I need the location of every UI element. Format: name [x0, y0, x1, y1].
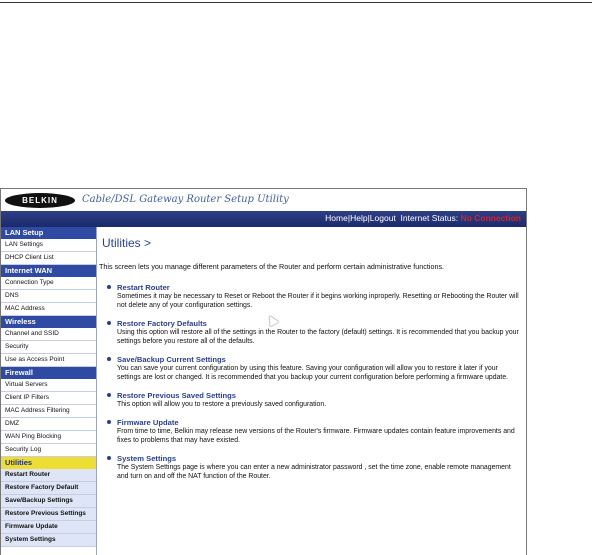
bullet-icon [107, 456, 111, 460]
bullet-icon [107, 393, 111, 397]
top-navbar [1, 211, 526, 227]
section-firmware-update [102, 418, 520, 445]
section-title-link[interactable]: Save/Backup Current Settings [117, 355, 226, 364]
sidebar-item-connection-type[interactable]: Connection Type [1, 277, 96, 290]
app-title: Cable/DSL Gateway Router Setup Utility [82, 194, 289, 205]
sidebar-header-lan-setup[interactable]: LAN Setup [1, 227, 96, 239]
section-description: Using this option will restore all of the settings in the Router to the factory (default) settings. It is recommended that you backup your settings before you restore all of the defaults. [117, 329, 519, 345]
navbar-links [325, 213, 521, 223]
intro-text: This screen lets you manage different parameters of the Router and perform certain administrative functions. [99, 262, 445, 271]
sidebar-item-dhcp-client-list[interactable]: DHCP Client List [1, 252, 96, 265]
page-title: Utilities > [102, 236, 152, 250]
sidebar-item-system-settings[interactable]: System Settings [1, 534, 96, 547]
section-title-link[interactable]: System Settings [117, 454, 177, 463]
section-title-link[interactable]: Firmware Update [117, 418, 179, 427]
sidebar-item-firmware-update[interactable]: Firmware Update [1, 521, 96, 534]
sidebar-item-mac-address[interactable]: MAC Address [1, 303, 96, 316]
internet-status-label: Internet Status: [400, 213, 459, 223]
page-top-rule [0, 2, 592, 3]
banner [1, 189, 526, 211]
section-title-link[interactable]: Restore Factory Defaults [117, 319, 207, 328]
sidebar-item-restore-previous-settings[interactable]: Restore Previous Settings [1, 508, 96, 521]
sidebar-item-wan-ping-blocking[interactable]: WAN Ping Blocking [1, 431, 96, 444]
sidebar-item-lan-settings[interactable]: LAN Settings [1, 239, 96, 252]
sidebar-header-firewall[interactable]: Firewall [1, 367, 96, 379]
section-description: From time to time, Belkin may release new versions of the Router's firmware. Firmware updates contain feature improvements and fixes to problems that may have existed. [117, 428, 515, 444]
section-description: Sometimes it may be necessary to Reset or Reboot the Router if it begins working inproperly. Resetting or Rebooting the Router will not delete any of your configuration settings. [117, 293, 519, 309]
sidebar-item-security[interactable]: Security [1, 341, 96, 354]
main-content [99, 233, 520, 490]
section-restart-router [102, 283, 520, 310]
section-title-link[interactable]: Restart Router [117, 283, 170, 292]
bullet-icon [107, 321, 111, 325]
logout-link[interactable]: Logout [369, 213, 396, 223]
sidebar-item-client-ip-filters[interactable]: Client IP Filters [1, 392, 96, 405]
section-description: This option will allow you to restore a previously saved configuration. [117, 401, 327, 408]
section-restore-previous-settings [102, 391, 520, 409]
sidebar-item-save-backup-settings[interactable]: Save/Backup Settings [1, 495, 96, 508]
sidebar-item-access-point[interactable]: Use as Access Point [1, 354, 96, 367]
sidebar-item-restart-router[interactable]: Restart Router [1, 469, 96, 482]
sidebar-item-dmz[interactable]: DMZ [1, 418, 96, 431]
sidebar-item-channel-ssid[interactable]: Channel and SSID [1, 328, 96, 341]
section-description: You can save your current configuration by using this feature. Saving your configuration will allow you to restore it later if your settings are lost or changed. It is recommended that you backup your current configuration before performing a firmware update. [117, 365, 509, 381]
nav-separator: | [347, 213, 351, 223]
internet-status-value: No Connection [460, 213, 521, 223]
sidebar-item-mac-address-filtering[interactable]: MAC Address Filtering [1, 405, 96, 418]
home-link[interactable]: Home [325, 213, 348, 223]
sidebar-item-restore-factory-default[interactable]: Restore Factory Default [1, 482, 96, 495]
help-link[interactable]: Help [350, 213, 368, 223]
belkin-logo: BELKIN [5, 193, 75, 208]
nav-separator: | [367, 213, 370, 223]
bullet-icon [107, 420, 111, 424]
sidebar-header-utilities[interactable]: Utilities [1, 457, 96, 469]
router-utility-window [0, 188, 527, 555]
section-restore-factory-defaults [102, 319, 520, 346]
section-description: The System Settings page is where you can enter a new administrator password , set the time zone, enable remote management and turn on and off the NAT function of the Router. [117, 464, 511, 480]
bullet-icon [107, 285, 111, 289]
sidebar-item-virtual-servers[interactable]: Virtual Servers [1, 379, 96, 392]
section-title-link[interactable]: Restore Previous Saved Settings [117, 391, 237, 400]
sidebar-item-security-log[interactable]: Security Log [1, 444, 96, 457]
utility-sections [102, 283, 520, 481]
sidebar-header-internet-wan[interactable]: Internet WAN [1, 265, 96, 277]
sidebar-header-wireless[interactable]: Wireless [1, 316, 96, 328]
sidebar [1, 227, 97, 555]
sidebar-item-dns[interactable]: DNS [1, 290, 96, 303]
section-save-backup-settings [102, 355, 520, 382]
bullet-icon [107, 357, 111, 361]
section-system-settings [102, 454, 520, 481]
